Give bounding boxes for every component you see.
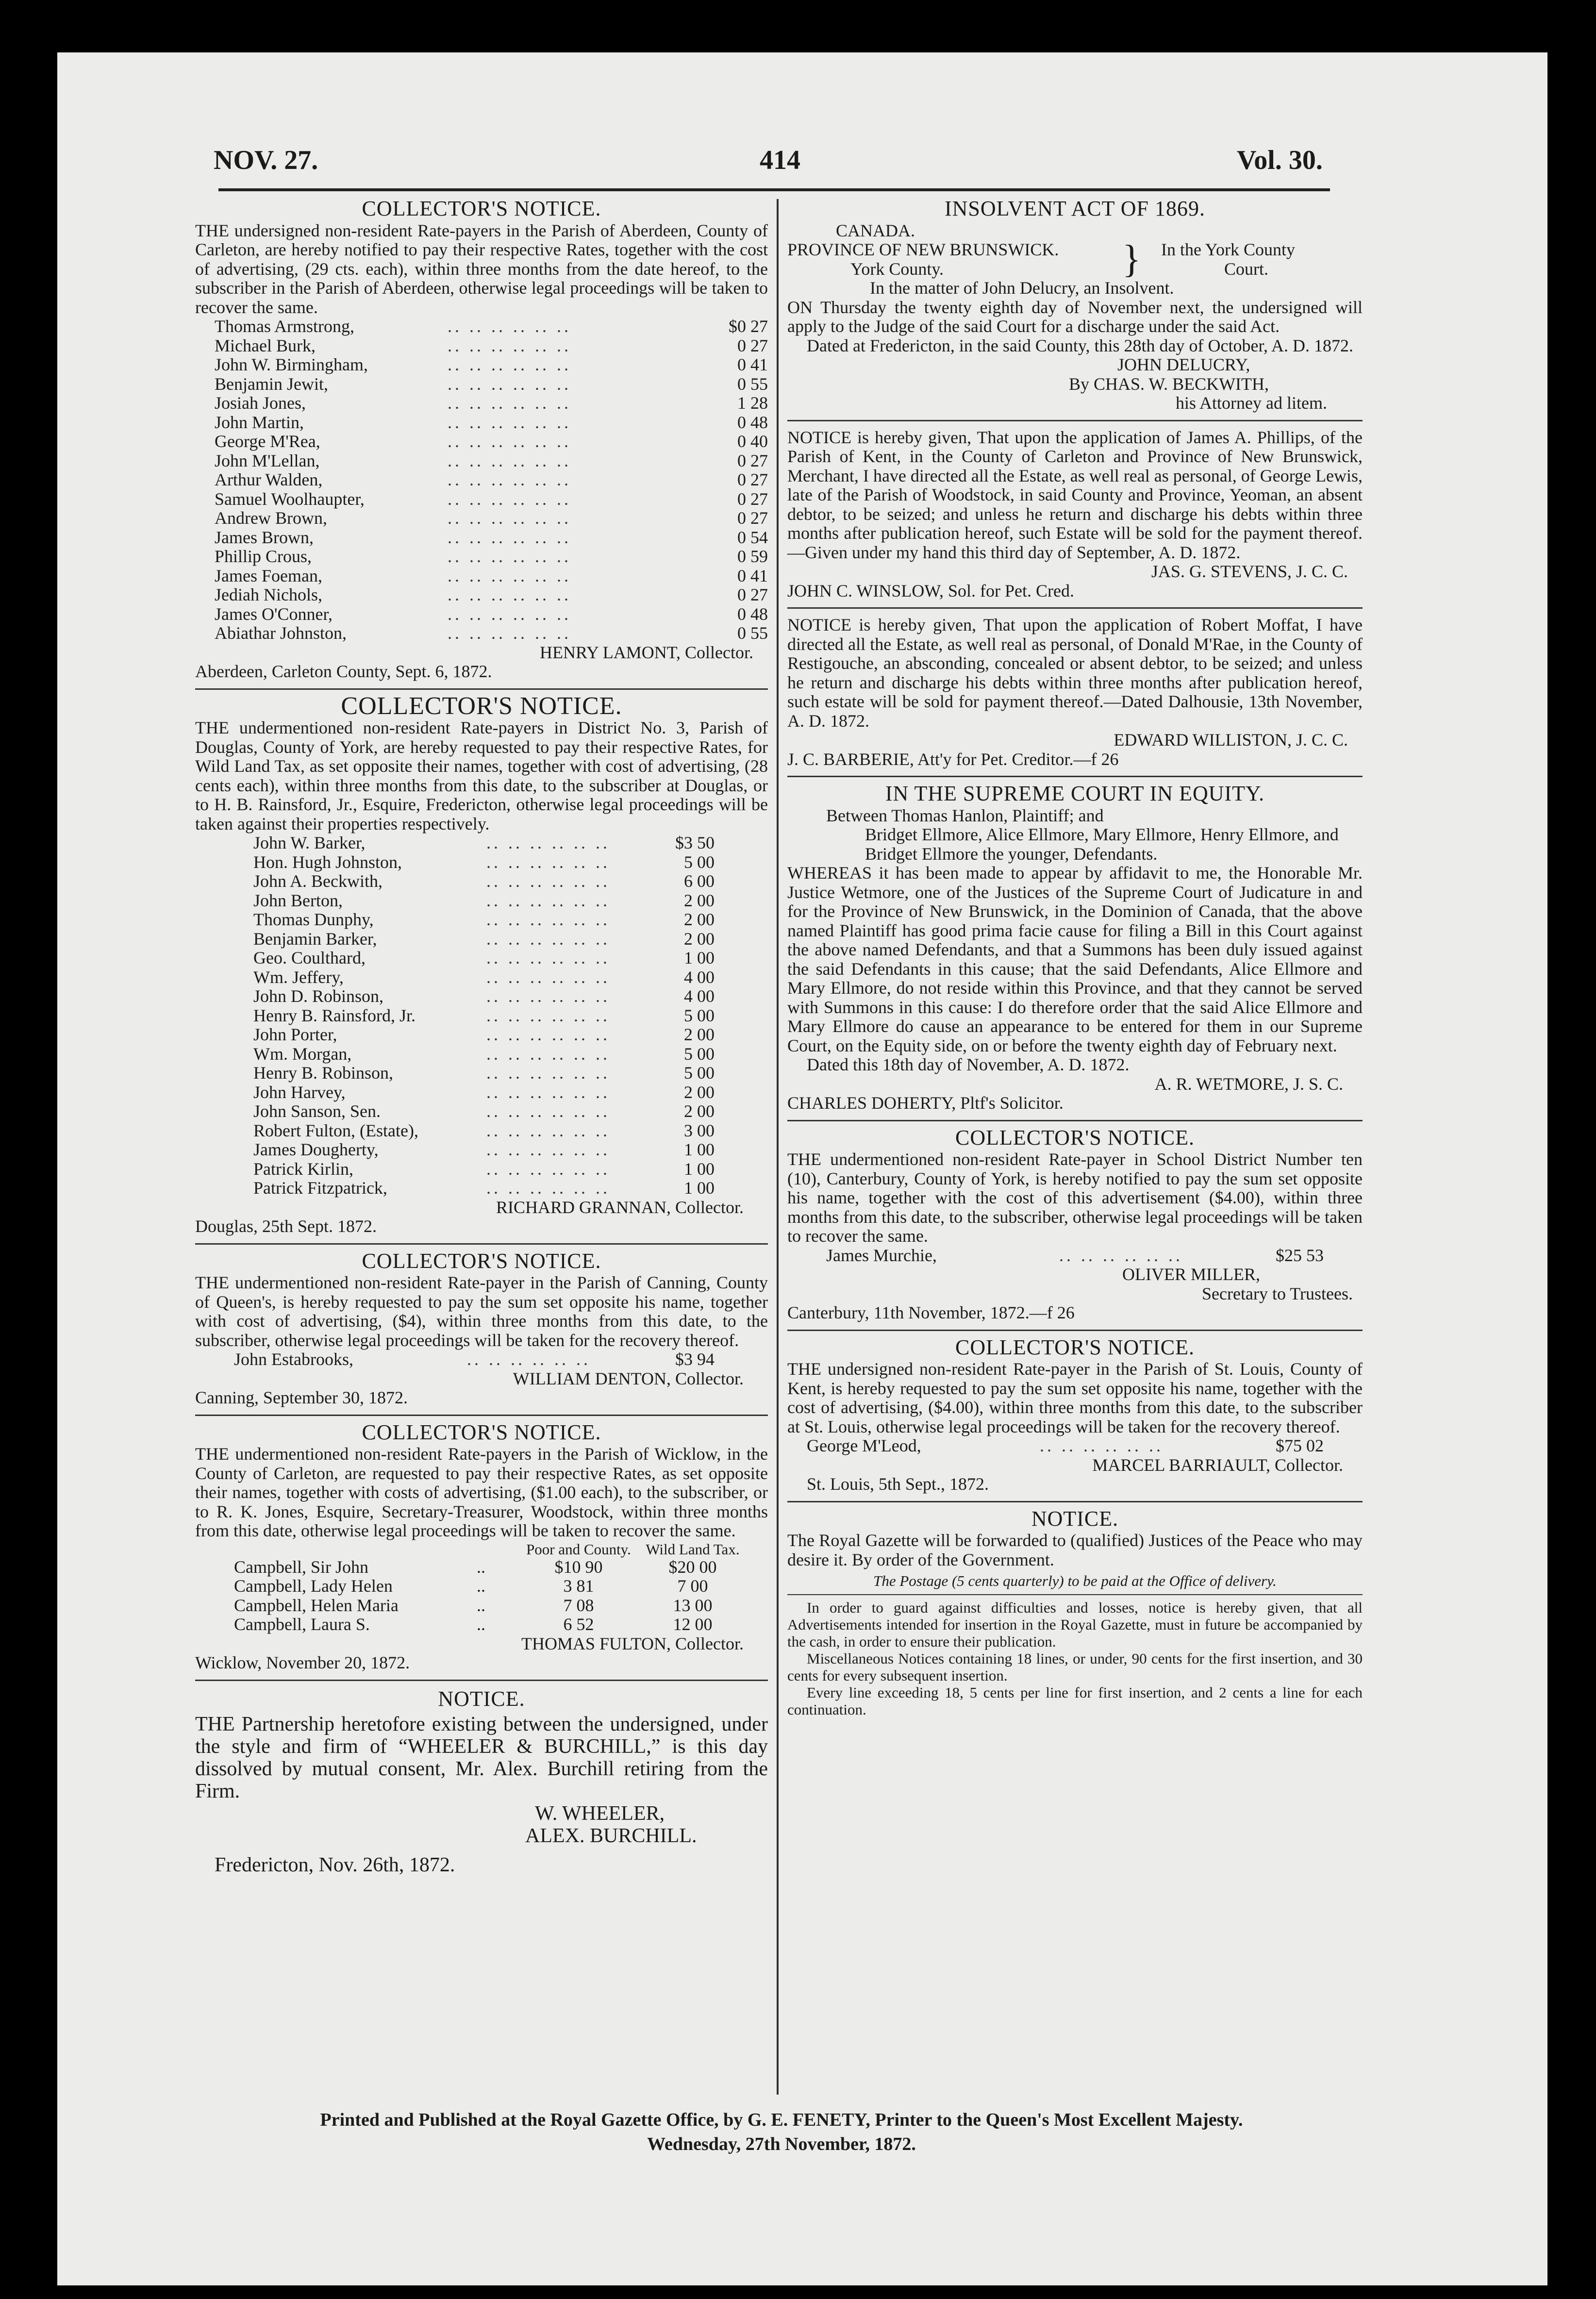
ratepayer-name: James Murchie, [826, 1245, 937, 1265]
list-item [253, 968, 715, 987]
moffat-notice [787, 616, 1363, 769]
amount: 0 40 [737, 432, 768, 451]
amount: 1 00 [684, 1159, 715, 1179]
amount: 0 55 [737, 623, 768, 643]
leader-dots: .. .. .. .. .. .. [486, 1101, 610, 1121]
leader-dots: .. .. .. .. .. .. [448, 355, 571, 374]
notice-title: IN THE SUPREME COURT IN EQUITY. [885, 782, 1265, 805]
canterbury-notice [787, 1125, 1363, 1323]
table-row [234, 1558, 768, 1577]
court-word: Court. [1224, 259, 1269, 279]
amount: 0 27 [737, 335, 768, 355]
signature-beckwith: By CHAS. W. BECKWITH, [1069, 374, 1269, 394]
douglas-notice [195, 692, 768, 1236]
attorney-line: J. C. BARBERIE, Att'y for Pet. Creditor.—f 26 [787, 749, 1119, 769]
amount: $25 53 [1276, 1245, 1324, 1265]
list-item [253, 949, 715, 968]
footer-printer-line: Printed and Published at the Royal Gazette Office, by G. E. FENETY, Printer to the Queen's Most Excellent Majesty. [320, 2110, 1243, 2130]
line-rates-notice: Every line exceeding 18, 5 cents per line for first insertion, and 2 cents a line for each continuation. [787, 1684, 1363, 1718]
ratepayer-name: John Sanson, Sen. [253, 1101, 381, 1121]
amount: 2 00 [684, 910, 715, 929]
list-item [253, 1006, 715, 1026]
poor-county-amount: 3 81 [563, 1576, 594, 1596]
notice-dateline: Canning, September 30, 1872. [195, 1388, 408, 1407]
ratepayer-name: Abiathar Johnston, [215, 623, 347, 643]
list-item [215, 375, 768, 394]
ratepayer-name: Robert Fulton, (Estate), [253, 1120, 418, 1140]
list-item [253, 910, 715, 930]
amount: 0 54 [737, 527, 768, 547]
notice-title: NOTICE. [438, 1686, 525, 1711]
ratepayer-name: James Foeman, [215, 566, 322, 585]
leader-dots: .. .. .. .. .. .. [448, 566, 571, 585]
amount: 2 00 [684, 1101, 715, 1121]
ratepayer-name: John W. Barker, [253, 833, 366, 852]
list-item [215, 394, 768, 413]
ratepayer-name: Campbell, Lady Helen [234, 1576, 393, 1596]
amount: 4 00 [684, 986, 715, 1006]
footer-date-line: Wednesday, 27th November, 1872. [647, 2134, 916, 2154]
list-item [215, 585, 768, 605]
list-item [215, 547, 768, 566]
ratepayer-name: Andrew Brown, [215, 508, 327, 528]
separator [787, 1501, 1363, 1502]
leader-dots: .. .. .. .. .. .. [486, 890, 610, 910]
notice-body: THE undersigned non-resident Rate-payers in the Parish of Aberdeen, County of Carleton, are hereby notified to pay their respective Rates, together with the cost of advertising, (29 cts. each), within three months from the date hereof, to the subscriber in the Parish of Aberdeen, otherwise legal proceedings will be taken to recover the same. [195, 220, 768, 317]
ratepayer-table [234, 1558, 768, 1634]
leader-dots: .. .. .. .. .. .. [486, 1140, 610, 1159]
list-item [253, 1083, 715, 1102]
notice-title: COLLECTOR'S NOTICE. [955, 1335, 1195, 1359]
amount: 5 00 [684, 1063, 715, 1083]
separator [195, 1415, 768, 1416]
ratepayer-name: Thomas Dunphy, [253, 910, 374, 929]
amount: 1 00 [684, 1140, 715, 1159]
ratepayer-name: Samuel Woolhaupter, [215, 489, 365, 509]
canning-notice [195, 1251, 768, 1408]
signature-wheeler: W. WHEELER, [535, 1802, 665, 1825]
ratepayer-name: John Berton, [253, 890, 343, 910]
leader-dots: .. .. .. .. .. .. [448, 432, 571, 451]
leader-dots: .. .. .. .. .. .. [486, 1063, 610, 1083]
leader-dots: .. [477, 1576, 485, 1596]
notice-body: NOTICE is hereby given, That upon the application of James A. Phillips, of the Parish of Kent, in the County of Carleton and Province of New Brunswick, Merchant, I have directed all the Estate, as well real as personal, of George Lewis, late of the Parish of Woodstock, in said County and Province, Yeoman, an absent debtor, to be seized; and unless he return and discharge his debts within three months after publication hereof, such Estate will be sold for the payment thereof.—Given under my hand this third day of September, A. D. 1872. [787, 427, 1363, 562]
amount: 0 27 [737, 489, 768, 509]
leader-dots: .. .. .. .. .. .. [448, 508, 571, 528]
solicitor-line: CHARLES DOHERTY, Pltf's Solicitor. [787, 1093, 1064, 1113]
notice-signature: HENRY LAMONT, Collector. [540, 642, 753, 662]
poor-county-amount: 6 52 [563, 1615, 594, 1634]
list-item [215, 624, 768, 643]
list-item [215, 317, 768, 336]
leader-dots: .. .. .. .. .. .. [448, 547, 571, 566]
insolvent-notice [787, 199, 1363, 413]
notice-body: NOTICE is hereby given, That upon the application of Robert Moffat, I have directed all the Estate, as well real as personal, of Donald M'Rae, in the County of Restigouche, an absconding, concealed or absent debtor, to be seized; and unless he return and discharge his debts within three months after publication hereof, such estate will be sold for payment thereof.—Dated Dalhousie, 13th November, A. D. 1872. [787, 615, 1363, 731]
amount: 0 27 [737, 470, 768, 489]
poor-county-amount: 7 08 [563, 1595, 594, 1615]
list-item [253, 853, 715, 872]
leader-dots: .. .. .. .. .. .. [448, 412, 571, 432]
amount: 1 00 [684, 1178, 715, 1198]
ratepayer-name: Benjamin Jewit, [215, 374, 328, 394]
amount: 0 59 [737, 547, 768, 566]
poor-county-amount: $10 90 [554, 1557, 603, 1577]
notice-signature: JAS. G. STEVENS, J. C. C. [1151, 562, 1348, 581]
table-row [234, 1596, 768, 1616]
list-item [826, 1246, 1324, 1266]
leader-dots: .. .. .. .. .. .. [486, 833, 610, 852]
list-item [253, 1160, 715, 1179]
leader-dots: .. .. .. .. .. .. [486, 1082, 610, 1102]
leader-dots: .. .. .. .. .. .. [486, 1178, 610, 1198]
solicitor-line: JOHN C. WINSLOW, Sol. for Pet. Cred. [787, 581, 1074, 600]
notice-body: THE undermentioned non-resident Rate-payers in District No. 3, Parish of Douglas, County of York, are hereby requested to pay their respective Rates, for Wild Land Tax, as set opposite their names, together with cost of advertising, (28 cents each), within three months from this date, to the subscriber at Douglas, or to H. B. Rainsford, Jr., Esquire, Fredericton, otherwise legal proceedings will be taken against their properties respectively. [195, 718, 768, 833]
ratepayer-name: Campbell, Sir John [234, 1557, 368, 1577]
leader-dots: .. .. .. .. .. .. [467, 1349, 591, 1369]
list-item [253, 1045, 715, 1064]
list-item [253, 833, 715, 853]
defendants-line: Bridget Ellmore, Alice Ellmore, Mary Ellmore, Henry Ellmore, and Bridget Ellmore the younger, Defendants. [865, 825, 1339, 864]
leader-dots: .. .. .. .. .. .. [448, 450, 571, 470]
amount: 2 00 [684, 929, 715, 949]
wicklow-notice [195, 1420, 768, 1673]
amount: 2 00 [684, 890, 715, 910]
leader-dots: .. .. .. .. .. .. [448, 393, 571, 413]
ratepayer-name: John Harvey, [253, 1082, 346, 1102]
between-line: Between Thomas Hanlon, Plaintiff; and [826, 805, 1104, 825]
leader-dots: .. .. .. .. .. .. [486, 986, 610, 1006]
ratepayer-name: John W. Birmingham, [215, 355, 368, 374]
notice-body: The Royal Gazette will be forwarded to (qualified) Justices of the Peace who may desire it. By order of the Government. [787, 1531, 1363, 1569]
ratepayer-name: Hon. Hugh Johnston, [253, 852, 402, 872]
list-item [253, 930, 715, 949]
right-column [787, 199, 1363, 1718]
notice-signature: MARCEL BARRIAULT, Collector. [1092, 1455, 1343, 1475]
notice-body: THE undersigned non-resident Rate-payer in the Parish of St. Louis, County of Kent, is hereby requested to pay the sum set opposite his name, together with the cost of advertising, ($4.00), within three months from this date, to the subscriber at St. Louis, otherwise legal proceedings will be taken for the recovery thereof. [787, 1359, 1363, 1436]
wicklow-table-header [234, 1541, 768, 1558]
amount: 6 00 [684, 871, 715, 891]
ratepayer-name: James Dougherty, [253, 1140, 379, 1159]
leader-dots: .. .. .. .. .. .. [448, 623, 571, 643]
amount: 3 00 [684, 1120, 715, 1140]
notice-signature: WILLIAM DENTON, Collector. [513, 1368, 744, 1388]
list-item [253, 891, 715, 911]
leader-dots: .. .. .. .. .. .. [486, 929, 610, 949]
leader-dots: .. .. .. .. .. .. [448, 604, 571, 624]
list-item [253, 872, 715, 891]
ratepayer-name: John Porter, [253, 1025, 337, 1044]
leader-dots: .. .. .. .. .. .. [448, 317, 571, 336]
ratepayer-name: Michael Burk, [215, 335, 316, 355]
wild-land-amount: 13 00 [673, 1595, 713, 1615]
stlouis-notice [787, 1335, 1363, 1494]
amount: 2 00 [684, 1082, 715, 1102]
ratepayer-list [253, 833, 715, 1198]
wild-land-amount: $20 00 [668, 1557, 717, 1577]
separator [787, 420, 1363, 421]
leader-dots: .. [477, 1557, 485, 1577]
signature-miller: OLIVER MILLER, [1122, 1265, 1260, 1284]
left-column [195, 199, 768, 1876]
leader-dots: .. .. .. .. .. .. [486, 1159, 610, 1179]
ratepayer-name: John Estabrooks, [234, 1349, 353, 1369]
list-item [215, 355, 768, 375]
list-item [215, 336, 768, 356]
list-item [215, 413, 768, 433]
amount: $3 50 [675, 833, 715, 852]
amount: 2 00 [684, 1025, 715, 1044]
partnership-notice [195, 1688, 768, 1876]
notice-title: NOTICE. [1031, 1506, 1119, 1531]
rates-notice: Miscellaneous Notices containing 18 lines, or under, 90 cents for the first insertion, and 30 cents for every subsequent insertion. [787, 1650, 1363, 1684]
separator [787, 1120, 1363, 1121]
separator [195, 1680, 768, 1681]
list-item [215, 470, 768, 490]
ratepayer-name: Phillip Crous, [215, 547, 312, 566]
province-label: PROVINCE OF NEW BRUNSWICK. [787, 240, 1059, 259]
table-row [234, 1577, 768, 1596]
signature-title: Secretary to Trustees. [1202, 1283, 1353, 1303]
list-item [215, 451, 768, 471]
signature-delucry: JOHN DELUCRY, [1117, 355, 1250, 374]
notice-dateline: Wicklow, November 20, 1872. [195, 1653, 410, 1672]
wild-land-amount: 12 00 [673, 1615, 713, 1634]
ratepayer-name: Henry B. Robinson, [253, 1063, 393, 1083]
notice-dateline: Canterbury, 11th November, 1872.—f 26 [787, 1303, 1075, 1322]
ratepayer-list [826, 1246, 1324, 1266]
amount: 0 27 [737, 585, 768, 604]
brace-symbol: } [1122, 238, 1141, 281]
ratepayer-name: John M'Lellan, [215, 450, 320, 470]
ratepayer-name: Jediah Nichols, [215, 585, 322, 604]
notice-title: COLLECTOR'S NOTICE. [362, 1420, 601, 1444]
insolvent-matter: In the matter of John Delucry, an Insolvent. [870, 278, 1174, 298]
ratepayer-name: George M'Rea, [215, 432, 320, 451]
amount: $0 27 [729, 317, 768, 336]
amount: 0 55 [737, 374, 768, 394]
attorney-label: his Attorney ad litem. [1176, 393, 1327, 413]
ratepayer-name: Arthur Walden, [215, 470, 323, 489]
ratepayer-name: James O'Conner, [215, 604, 332, 624]
amount: 5 00 [684, 1005, 715, 1025]
amount: 4 00 [684, 967, 715, 987]
amount: 0 27 [737, 450, 768, 470]
ratepayer-name: John D. Robinson, [253, 986, 384, 1006]
header-page-number: 414 [760, 145, 800, 175]
notice-signature: THOMAS FULTON, Collector. [521, 1633, 744, 1653]
leader-dots: .. .. .. .. .. .. [448, 335, 571, 355]
ratepayer-name: John Martin, [215, 412, 304, 432]
notice-body: THE Partnership heretofore existing between the undersigned, under the style and firm of “WHEELER & BURCHILL,” is this day dissolved by mutual consent, Mr. Alex. Burchill retiring from the Firm. [195, 1713, 768, 1802]
court-block [787, 240, 1363, 279]
separator [787, 1594, 1363, 1595]
leader-dots: .. .. .. .. .. .. [1059, 1245, 1183, 1265]
list-item [215, 490, 768, 509]
ratepayer-name: Wm. Morgan, [253, 1044, 352, 1064]
header-volume: Vol. 30. [1237, 145, 1323, 175]
leader-dots: .. .. .. .. .. .. [448, 470, 571, 489]
notice-signature: RICHARD GRANNAN, Collector. [496, 1197, 744, 1217]
notice-signature: A. R. WETMORE, J. S. C. [1154, 1074, 1343, 1094]
ratepayer-name: Geo. Coulthard, [253, 948, 366, 967]
postage-line: The Postage (5 cents quarterly) to be paid at the Office of delivery. [873, 1572, 1277, 1589]
signature-burchill: ALEX. BURCHILL. [525, 1824, 697, 1847]
notice-body: WHEREAS it has been made to appear by affidavit to me, the Honorable Mr. Justice Wetmore, one of the Justices of the Supreme Court of Judicature in and for the Province of New Brunswick, in the Dominion of Canada, that the above named Plaintiff has good prima facie cause for filing a Bill in this Court against the above named Defendants, and that a Summons has been duly issued against the said Defendants in this cause; that the said Defendants, Alice Ellmore and Mary Ellmore, do not reside within this Province, and that they cannot be served with Summons in this cause: I do therefore order that the said Alice Ellmore and Mary Ellmore do cause an appearance to be entered for them in our Supreme Court, on the Equity side, on or before the twenty eighth day of February next. [787, 863, 1363, 1055]
aberdeen-notice [195, 199, 768, 682]
leader-dots: .. .. .. .. .. .. [448, 527, 571, 547]
list-item [215, 566, 768, 586]
ratepayer-name: Thomas Armstrong, [215, 317, 354, 336]
notice-dated: Dated at Fredericton, in the said County, this 28th day of October, A. D. 1872. [807, 335, 1354, 355]
ratepayer-list [215, 317, 768, 643]
leader-dots: .. .. .. .. .. .. [486, 910, 610, 929]
notice-title: INSOLVENT ACT OF 1869. [944, 197, 1206, 220]
amount: 1 28 [737, 393, 768, 413]
amount: 0 48 [737, 604, 768, 624]
leader-dots: .. .. .. .. .. .. [486, 1120, 610, 1140]
leader-dots: .. .. .. .. .. .. [486, 871, 610, 891]
amount: $75 02 [1276, 1436, 1324, 1455]
ratepayer-name: Josiah Jones, [215, 393, 306, 413]
separator [195, 1243, 768, 1245]
wild-land-amount: 7 00 [677, 1576, 708, 1596]
notice-dateline: St. Louis, 5th Sept., 1872. [807, 1474, 989, 1494]
leader-dots: .. [477, 1595, 485, 1615]
leader-dots: .. .. .. .. .. .. [486, 967, 610, 987]
leader-dots: .. .. .. .. .. .. [448, 489, 571, 509]
amount: 0 48 [737, 412, 768, 432]
phillips-notice [787, 428, 1363, 601]
list-item [253, 1121, 715, 1141]
amount: 1 00 [684, 948, 715, 967]
notice-body: ON Thursday the twenty eighth day of November next, the undersigned will apply to the Judge of the said Court for a discharge under the said Act. [787, 297, 1363, 336]
list-item [215, 605, 768, 624]
ratepayer-name: Wm. Jeffery, [253, 967, 344, 987]
amount: 0 41 [737, 566, 768, 585]
amount: 0 41 [737, 355, 768, 374]
list-item [215, 432, 768, 451]
list-item [253, 1140, 715, 1160]
ratepayer-name: George M'Leod, [807, 1436, 921, 1455]
col-head-wild-land: Wild Land Tax. [646, 1540, 740, 1558]
county-label: York County. [850, 259, 944, 279]
notice-body: THE undermentioned non-resident Rate-payer in the Parish of Canning, County of Queen's, is hereby requested to pay the sum set opposite his name, together with cost of advertising, ($4), within three months from this date, to the subscriber, otherwise legal proceedings will be taken for the recovery thereof. [195, 1273, 768, 1350]
ratepayer-list [807, 1436, 1324, 1456]
leader-dots: .. .. .. .. .. .. [1040, 1436, 1164, 1455]
list-item [253, 1064, 715, 1083]
ratepayer-name: Henry B. Rainsford, Jr. [253, 1005, 416, 1025]
amount: $3 94 [675, 1349, 715, 1369]
list-item [234, 1350, 715, 1369]
separator [195, 688, 768, 690]
list-item [253, 1179, 715, 1198]
ratepayer-list [234, 1350, 715, 1369]
leader-dots: .. .. .. .. .. .. [486, 1005, 610, 1025]
list-item [253, 1102, 715, 1121]
canada-label: CANADA. [836, 220, 915, 240]
notice-title: COLLECTOR'S NOTICE. [362, 1249, 601, 1273]
ratepayer-name: Benjamin Barker, [253, 929, 377, 949]
amount: 5 00 [684, 1044, 715, 1064]
col-head-poor-county: Poor and County. [526, 1540, 631, 1558]
amount: 5 00 [684, 852, 715, 872]
notice-body: THE undermentioned non-resident Rate-payer in School District Number ten (10), Canterbury, County of York, is hereby notified to pay the sum set opposite his name, together with the cost of this advertisement ($4.00), within three months from this date, to the subscriber, otherwise legal proceedings will be taken to recover the same. [787, 1150, 1363, 1246]
equity-notice [787, 784, 1363, 1113]
separator [787, 776, 1363, 777]
separator [787, 1330, 1363, 1331]
ratepayer-name: Campbell, Helen Maria [234, 1595, 399, 1615]
gazette-notice [787, 1506, 1363, 1718]
notice-body: THE undermentioned non-resident Rate-payers in the Parish of Wicklow, in the County of Carleton, are requested to pay their respective Rates, as set opposite their names, together with costs of advertising, ($1.00 each), to the subscriber, or to R. K. Jones, Esquire, Secretary-Treasurer, Woodstock, within three months from this date, otherwise legal proceedings will be taken to recover the same. [195, 1444, 768, 1540]
notice-title: COLLECTOR'S NOTICE. [362, 197, 601, 220]
leader-dots: .. .. .. .. .. .. [486, 1025, 610, 1044]
separator [787, 607, 1363, 609]
leader-dots: .. .. .. .. .. .. [448, 374, 571, 394]
header-rule [218, 188, 1330, 191]
notice-title: COLLECTOR'S NOTICE. [341, 692, 622, 720]
notice-dated: Dated this 18th day of November, A. D. 1872. [807, 1055, 1130, 1074]
ratepayer-name: Campbell, Laura S. [234, 1615, 370, 1634]
amount: 0 27 [737, 508, 768, 528]
leader-dots: .. .. .. .. .. .. [486, 852, 610, 872]
ratepayer-name: John A. Beckwith, [253, 871, 382, 891]
list-item [253, 987, 715, 1006]
notice-title: COLLECTOR'S NOTICE. [955, 1125, 1195, 1150]
notice-dateline: Douglas, 25th Sept. 1872. [195, 1216, 377, 1236]
header-date: NOV. 27. [214, 145, 318, 175]
advertising-notice: In order to guard against difficulties and losses, notice is hereby given, that all Advertisements intended for insertion in the Royal Gazette, must in future be accompanied by the cash, in order to ensure their publication. [787, 1599, 1363, 1650]
ratepayer-name: Patrick Kirlin, [253, 1159, 353, 1179]
notice-signature: EDWARD WILLISTON, J. C. C. [1114, 730, 1348, 750]
leader-dots: .. .. .. .. .. .. [486, 948, 610, 967]
notice-dateline: Fredericton, Nov. 26th, 1872. [215, 1853, 455, 1876]
list-item [253, 1025, 715, 1045]
notice-dateline: Aberdeen, Carleton County, Sept. 6, 1872. [195, 662, 492, 681]
court-name: In the York County [1161, 240, 1296, 259]
ratepayer-name: James Brown, [215, 527, 314, 547]
list-item [215, 509, 768, 528]
list-item [215, 528, 768, 548]
column-divider [777, 199, 779, 2095]
list-item [807, 1436, 1324, 1456]
leader-dots: .. .. .. .. .. .. [486, 1044, 610, 1064]
table-row [234, 1615, 768, 1634]
leader-dots: .. [477, 1615, 485, 1634]
ratepayer-name: Patrick Fitzpatrick, [253, 1178, 387, 1198]
leader-dots: .. .. .. .. .. .. [448, 585, 571, 604]
